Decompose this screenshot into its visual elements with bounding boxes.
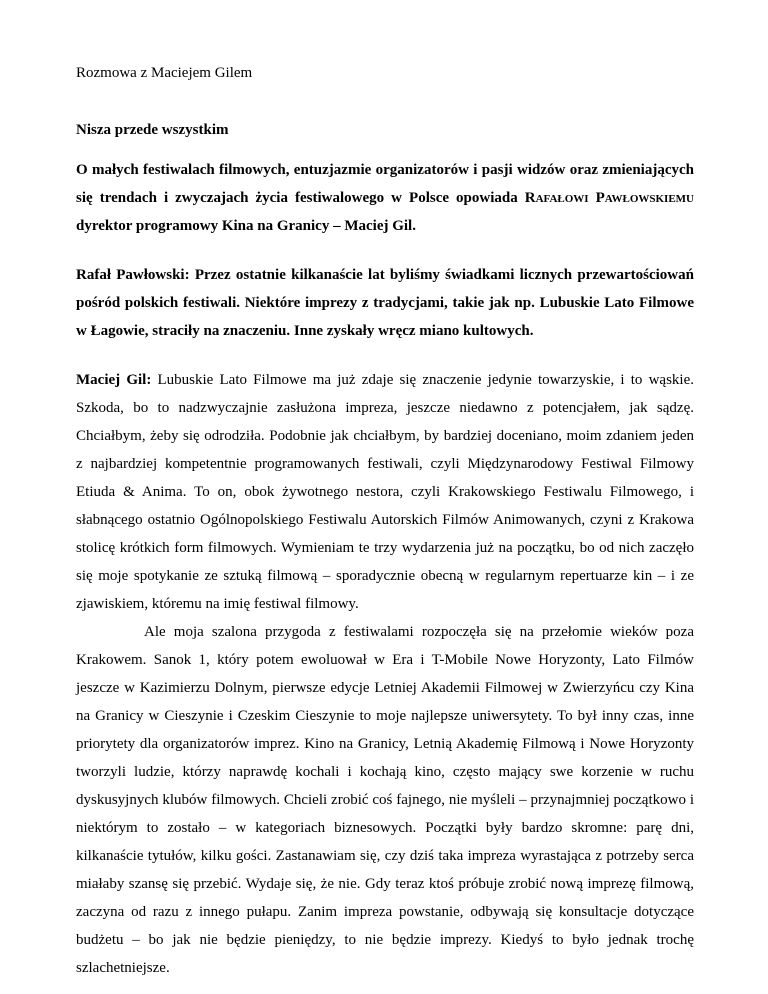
answer-paragraph-2: Ale moja szalona przygoda z festiwalami rozpoczęła się na przełomie wieków poza Krakowem. Sanok 1, który potem ewoluował w Era i T-Mobile Nowe Horyzonty, Lato Filmów jeszcze w Kazimierzu Dolnym, pierwsze edycje Letniej Akademii Filmowej w Zwierzyńcu czy Kina na Granicy w Cieszynie i Czeskim Cieszynie to moje najlepsze uniwersytety. To był inny czas, inne priorytety dla organizatorów imprez. Kino na Granicy, Letnią Akademię Filmową i Nowe Horyzonty tworzyli ludzie, którzy naprawdę kochali i kochają kino, często mający swe korzenie w ruchu dyskusyjnych klubów filmowych. Chcieli zrobić coś fajnego, nie myśleli – przynajmniej początkowo i niektórym to zostało – w kategoriach biznesowych. Początki były bardzo skromne: parę dni, kilkanaście tytułów, kilku gości. Zastanawiam się, czy dziś taka impreza wyrastająca z potrzeby serca miałaby szansę się przebić. Wydaje się, że nie. Gdy teraz ktoś próbuje zrobić nową imprezę filmową, zaczyna od razu z innego pułapu. Zanim impreza powstanie, odbywają się konsultacje dotyczące budżetu – bo jak nie będzie pieniędzy, to nie będzie imprezy. Kiedyś to było jednak trochę szlachetniejsze. [76, 624, 694, 976]
lead-text-2: dyrektor programowy Kina na Granicy – Maciej Gil. [76, 218, 416, 234]
article-lead [76, 156, 694, 240]
interview-subtitle: Rozmowa z Maciejem Gilem [76, 65, 253, 81]
lead-text-1: O małych festiwalach filmowych, entuzjazmie organizatorów i pasji widzów oraz zmieniających się trendach i zwyczajach życia festiwalowego w Polsce opowiada [76, 162, 694, 206]
question-speaker: Rafał Pawłowski: [76, 267, 190, 283]
answer-text-1: Lubuskie Lato Filmowe ma już zdaje się znaczenie jedynie towarzyskie, i to wąskie. Szkoda, bo to nadzwyczajnie zasłużona impreza, jeszcze niedawno z potencjałem, jak sądzę. Chciałbym, żeby się odrodziła. Podobnie jak chciałbym, by bardziej doceniano, moim zdaniem jeden z najbardziej kompetentnie programowanych festiwali, czyli Międzynarodowy Festiwal Filmowy Etiuda & Anima. To on, obok żywotnego nestora, czyli Krakowskiego Festiwalu Filmowego, i słabnącego ostatnio Ogólnopolskiego Festiwalu Autorskich Filmów Animowanych, czyni z Krakowa stolicę krótkich form filmowych. Wymieniam te trzy wydarzenia już na początku, bo od nich zaczęło się moje spotykanie ze sztuką filmową – sporadycznie obecną w regularnym repertuarze kin – i ze zjawiskiem, któremu na imię festiwal filmowy. [76, 372, 695, 612]
answer-paragraph-1 [76, 366, 694, 618]
question-text: Przez ostatnie kilkanaście lat byliśmy świadkami licznych przewartościowań pośród polskich festiwali. Niektóre imprezy z tradycjami, takie jak np. Lubuskie Lato Filmowe w Łagowie, straciły na znaczeniu. Inne zyskały wręcz miano kultowych. [76, 267, 694, 339]
answer-block [76, 366, 694, 982]
question-paragraph [76, 261, 694, 345]
answer-speaker: Maciej Gil: [76, 372, 152, 388]
interviewer-name: Rafałowi Pawłowskiemu [524, 190, 694, 206]
article-title: Nisza przede wszystkim [76, 122, 229, 138]
